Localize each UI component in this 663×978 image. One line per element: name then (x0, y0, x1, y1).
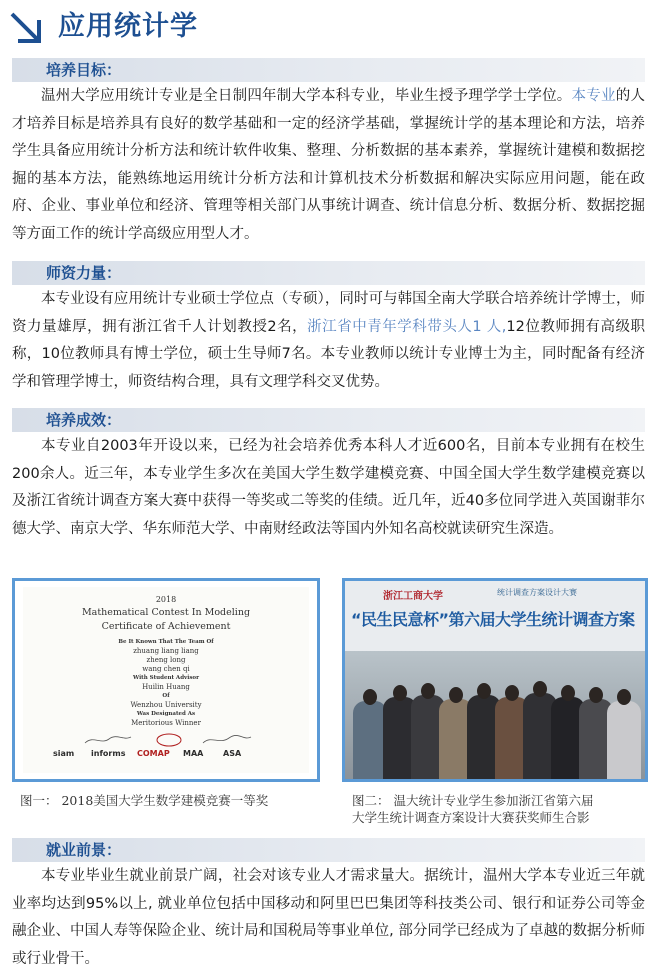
figure-1-caption: 图一： 2018美国大学生数学建模竞赛一等奖 (20, 793, 269, 808)
figure-2-caption-line-2: 大学生统计调查方案设计大赛获奖师生合影 (352, 810, 590, 825)
signatures-image (83, 733, 253, 747)
cert-member-2: zheng long (146, 656, 186, 664)
section-heading-faculty (12, 261, 645, 285)
cert-with-advisor: With Student Advisor (133, 675, 199, 681)
cert-of: Of (162, 693, 170, 699)
siam-logo: siam (53, 749, 75, 758)
down-right-arrow-icon (8, 10, 44, 46)
goal-text-highlight: 本专业 (571, 88, 616, 104)
page-title: 应用统计学 (58, 11, 198, 42)
cert-award: Meritorious Winner (131, 719, 201, 727)
section-title-career: 就业前景： (46, 841, 122, 859)
banner-title: “民生民意杯”第六届大学生统计调查方案 (351, 610, 635, 629)
paragraph-achievement (12, 433, 645, 543)
cert-member-3: wang chen qi (142, 665, 190, 673)
cert-year: 2018 (155, 595, 177, 604)
paragraph-career (12, 863, 645, 973)
maa-logo: MAA (183, 749, 204, 758)
comap-logo: COMAP (137, 749, 170, 758)
achievement-text: 本专业自2003年开设以来，已经为社会培养优秀本科人才近600名，目前本专业拥有在校生200余人。近三年，本专业学生多次在美国大学生数学建模竞赛、中国全国大学生数学建模竞赛以及浙江省统计调查方案大赛中获得一等奖或二等奖的佳绩。近几年，近40多位同学进入英国谢菲尔德大学、南京大学、华东师范大学、中南财经政法等国内外知名高校就读研究生深造。 (12, 438, 645, 537)
section-heading-achievement (12, 408, 645, 432)
banner-subtitle: 统计调查方案设计大赛 (497, 588, 577, 597)
section-title-achievement: 培养成效： (46, 411, 122, 429)
goal-text-b: 的人才培养目标是培养具有良好的数学基础和一定的经济学基础，掌握统计学的基本理论和方法，培养学生具备应用统计分析方法和统计软件收集、整理、分析数据的基本素养，掌握统计建模和数据挖掘的基本方法，能熟练地运用统计分析方法和计算机技术分析数据和解决实际应用问题，能在政府、企业、事业单位和经济、管理等相关部门从事统计调查、统计信息分析、数据分析、数据挖掘等方面工作的统计学高级应用型人才。 (12, 88, 646, 242)
cert-advisor: Huilin Huang (142, 683, 190, 691)
faculty-text-a: 本专业设有应用统计专业硕士学位点（专硕），同时可与韩国全南大学联合培养统计学博士，师资力量雄厚，拥有浙江省千人计划教授2名， (12, 291, 645, 335)
informs-logo: informs (91, 749, 126, 758)
group-of-people-image (345, 651, 645, 779)
career-text: 本专业毕业生就业前景广阔，社会对该专业人才需求量大。据统计，温州大学本专业近三年就业率均达到95%以上, 就业单位包括中国移动和阿里巴巴集团等科技类公司、银行和证券公司等金融企业、中国人寿等保险企业、统计局和国税局等事业单位, 部分同学已经成为了卓越的数据分析师或行业骨干。 (12, 868, 645, 967)
banner-logo: 浙江工商大学 (383, 591, 443, 602)
section-heading-career (12, 838, 645, 862)
faculty-text-b: 12位教师拥有高级职称，10位教师具有博士学位，硕士生导师7名。本专业教师以统计专业博士为主，同时配备有经济学和管理学博士，师资结构合理，具有文理学科交叉优势。 (12, 318, 645, 390)
group-photo (342, 578, 648, 782)
cert-be-it-known: Be It Known That The Team Of (118, 639, 214, 645)
section-heading-goal (12, 58, 645, 82)
title-row (8, 6, 648, 48)
paragraph-goal (12, 83, 645, 248)
paragraph-faculty (12, 286, 645, 396)
certificate-photo (12, 578, 320, 782)
section-title-goal: 培养目标： (46, 61, 122, 79)
event-banner (345, 581, 645, 651)
figure-2-caption-line-1: 图二： 温大统计专业学生参加浙江省第六届 (352, 793, 594, 808)
faculty-text-highlight: 浙江省中青年学科带头人1 人, (307, 318, 507, 335)
cert-title: Certificate of Achievement (101, 621, 231, 632)
asa-logo: ASA (223, 749, 242, 758)
section-title-faculty: 师资力量： (46, 264, 122, 282)
cert-contest: Mathematical Contest In Modeling (81, 607, 251, 618)
cert-member-1: zhuang liang liang (133, 647, 199, 655)
certificate (23, 587, 309, 773)
sponsor-logos (53, 749, 279, 763)
goal-text-a: 温州大学应用统计专业是全日制四年制大学本科专业，毕业生授予理学学士学位。 (41, 88, 572, 104)
cert-designated: Was Designated As (136, 711, 196, 717)
cert-university: Wenzhou University (130, 701, 202, 709)
